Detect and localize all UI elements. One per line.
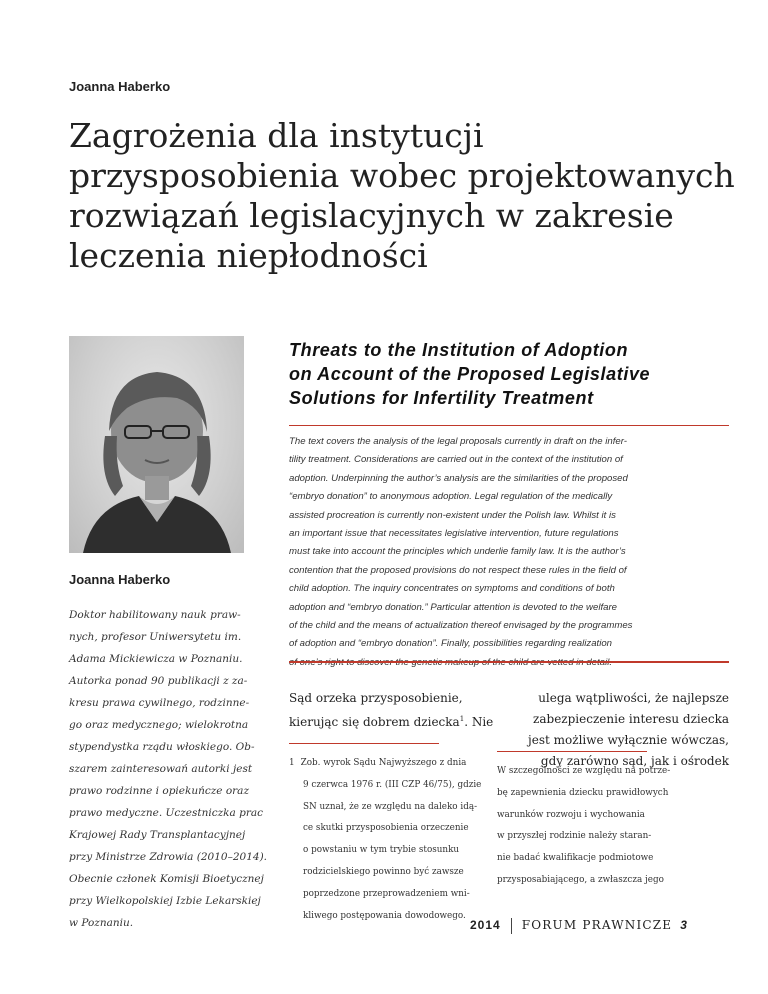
- abstract-line: child adoption. The inquiry concentrates on symptoms and conditions of both: [289, 583, 615, 595]
- abstract-line: must take into account the principles which underlie family law. It is the author’s: [289, 546, 626, 558]
- body-column-2: [497, 688, 729, 772]
- title-en-line: on Account of the Proposed Legislative: [289, 364, 651, 384]
- footnote-line: w przyszłej rodzinie należy staran-: [497, 831, 652, 842]
- bio-line: szarem zainteresowań autorki jest: [69, 763, 253, 775]
- title-pl-line: leczenia niepłodności: [69, 236, 428, 275]
- abstract-line: assisted procreation is currently non-existent under the Polish law. Whilst it is: [289, 509, 616, 521]
- author-bio: [69, 604, 269, 934]
- bio-line: prawo medyczne. Uczestniczka prac: [69, 807, 263, 819]
- footnote-number: 1: [289, 758, 295, 768]
- bio-line: go oraz medycznego; wielokrotna: [69, 719, 249, 731]
- bio-line: Obecnie członek Komisji Bioetycznej: [69, 873, 264, 885]
- title-en-line: Threats to the Institution of Adoption: [289, 340, 629, 360]
- bio-line: kresu prawa cywilnego, rodzinne-: [69, 697, 250, 709]
- bio-line: przy Wielkopolskiej Izbie Lekarskiej: [69, 895, 261, 907]
- bio-line: prawo rodzinne i opiekuńcze oraz: [69, 785, 249, 797]
- footnote-rule: [289, 743, 439, 744]
- abstract-line: adoption and “embryo donation.” Particular attention is devoted to the welfare: [289, 601, 617, 613]
- page-footer: [470, 918, 687, 934]
- title-en-line: Solutions for Infertility Treatment: [289, 388, 594, 408]
- bio-line: stypendystka rządu włoskiego. Ob-: [69, 741, 255, 753]
- title-pl-line: Zagrożenia dla instytucji: [69, 116, 484, 155]
- footnote-line: W szczególności ze względu na potrze-: [497, 766, 671, 776]
- footer-year: 2014: [470, 918, 501, 932]
- body-line-with-footnote: kierując się dobrem dziecka$^1$. Nie: [289, 715, 494, 729]
- sidebar-author-name: Joanna Haberko: [69, 572, 171, 587]
- footnote-line: SN uznał, że ze względu na daleko idą-: [303, 801, 478, 812]
- article-title-polish: [69, 116, 735, 276]
- bio-line: przy Ministrze Zdrowia (2010–2014).: [69, 851, 268, 863]
- body-line: Sąd orzeka przysposobienie,: [289, 691, 463, 705]
- abstract-line: The text covers the analysis of the legal proposals currently in draft on the infer-: [289, 436, 627, 447]
- body-text: kierując się dobrem dziecka: [289, 715, 460, 729]
- abstract-line: of the child and the means of actualization thereof envisaged by the programmes: [289, 620, 633, 632]
- footnote-line: kliwego postępowania dowodowego.: [303, 910, 466, 921]
- footnote-line: o powstaniu w tym trybie stosunku: [303, 845, 460, 856]
- footnote-line: rodzicielskiego powinno być zawsze: [303, 866, 464, 877]
- bio-line: w Poznaniu.: [69, 917, 134, 929]
- footnote-line: poprzedzone przeprowadzeniem wni-: [303, 888, 470, 899]
- bio-line: nych, profesor Uniwersytetu im.: [69, 631, 242, 643]
- bio-line: Autorka ponad 90 publikacji z za-: [69, 675, 248, 687]
- body-text: Nie: [471, 715, 494, 729]
- article-title-english: [289, 338, 729, 410]
- footnote-line: [289, 753, 489, 775]
- header-author-name: Joanna Haberko: [69, 79, 171, 94]
- abstract-bottom-rule: [289, 661, 729, 663]
- footnote-1: [289, 753, 489, 927]
- body-line: gdy zarówno sąd, jak i ośrodek: [540, 754, 729, 768]
- body-line: jest możliwe wyłącznie wówczas,: [528, 733, 729, 747]
- abstract-top-rule: [289, 425, 729, 426]
- footnote-line: 9 czerwca 1976 r. (III CZP 46/75), gdzie: [303, 779, 482, 790]
- abstract-line: an important issue that necessitates legislative intervention, future regulations: [289, 528, 619, 540]
- footnote-reference: 1: [459, 715, 465, 723]
- body-column-1: [289, 688, 494, 733]
- body-line: zabezpieczenie interesu dziecka: [533, 712, 729, 726]
- footer-separator: [511, 918, 512, 934]
- footnote-rule: [497, 751, 647, 752]
- bio-line: Adama Mickiewicza w Poznaniu.: [69, 653, 243, 665]
- page-number: 3: [680, 918, 687, 932]
- title-pl-line: przysposobienia wobec projektowanych: [69, 156, 735, 195]
- footer-journal-name: FORUM PRAWNICZE: [521, 918, 673, 932]
- footnote-line: nie badać kwalifikacje podmiotowe: [497, 853, 654, 864]
- footnote-line: ce skutki przysposobienia orzeczenie: [303, 823, 469, 834]
- title-pl-line: rozwiązań legislacyjnych w zakresie: [69, 196, 674, 235]
- bio-line: Krajowej Rady Transplantacyjnej: [69, 829, 246, 841]
- abstract-line: contention that the proposed provisions do not respect these rules in the field of: [289, 564, 627, 576]
- author-photo: [69, 336, 244, 553]
- abstract-line: of adoption and “embryo donation”. Finally, possibilities regarding realization: [289, 638, 612, 650]
- abstract-line: adoption. Underpinning the author’s analysis are the similarities of the proposed: [289, 472, 628, 484]
- footnote-continuation: [497, 761, 729, 892]
- bio-line: Doktor habilitowany nauk praw-: [69, 609, 241, 621]
- abstract-line: tility treatment. Considerations are carried out in the context of the institution of: [289, 454, 623, 466]
- footnote-line: warunków rozwoju i wychowania: [497, 809, 645, 820]
- abstract: [289, 433, 729, 672]
- footnote-line: bę zapewnienia dziecku prawidłowych: [497, 787, 669, 798]
- author-portrait-image: [69, 336, 244, 553]
- abstract-line: [289, 654, 729, 672]
- footnote-text: Zob. wyrok Sądu Najwyższego z dnia: [300, 758, 467, 768]
- body-line: ulega wątpliwości, że najlepsze: [538, 691, 729, 705]
- footnote-line: przysposabiającego, a zwłaszcza jego: [497, 874, 664, 885]
- abstract-line: “embryo donation” to anonymous adoption. Legal regulation of the medically: [289, 491, 613, 503]
